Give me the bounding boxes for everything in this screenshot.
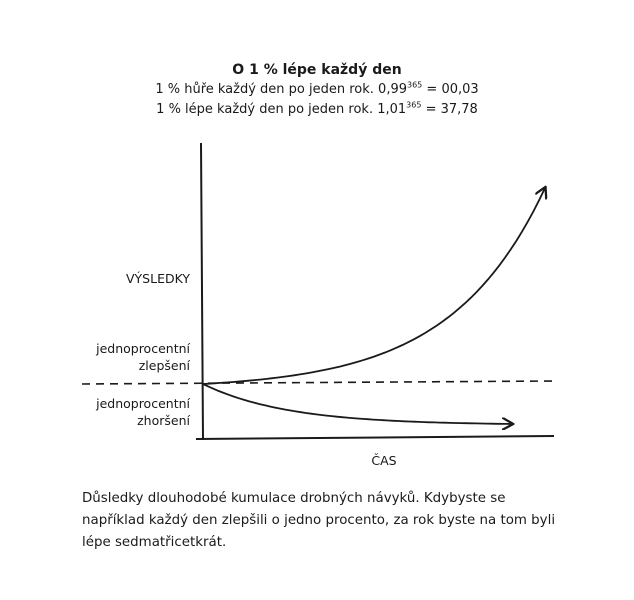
annotation-worse-line1: jednoprocentní: [96, 396, 190, 411]
annotation-better-line2: zlepšení: [138, 358, 190, 373]
series-line-better: [203, 188, 545, 384]
subtitle-better-suffix: = 37,78: [421, 102, 478, 117]
subtitle-worse-suffix: = 00,03: [422, 82, 479, 97]
subtitle-better-prefix: 1 % lépe každý den po jeden rok. 1,01: [156, 102, 407, 117]
x-axis-label: ČAS: [371, 453, 397, 468]
x-axis: [196, 436, 554, 439]
annotation-worse-line2: zhoršení: [137, 413, 190, 428]
series-line-worse: [203, 384, 512, 424]
caption: Důsledky dlouhodobé kumulace drobných návyků. Kdybyste se například každý den zlepšili o jedno procento, za rok byste na tom byli lépe sedmatřicetkrát.: [82, 491, 556, 550]
y-axis: [201, 143, 203, 440]
subtitle-worse-exponent: 365: [407, 80, 423, 90]
chart-title: O 1 % lépe každý den: [232, 62, 402, 78]
baseline-dashed: [82, 381, 556, 384]
annotation-better-line1: jednoprocentní: [96, 341, 190, 356]
y-axis-label: VÝSLEDKY: [126, 271, 190, 286]
subtitle-better-exponent: 365: [406, 100, 422, 110]
subtitle-worse-prefix: 1 % hůře každý den po jeden rok. 0,99: [155, 82, 407, 97]
